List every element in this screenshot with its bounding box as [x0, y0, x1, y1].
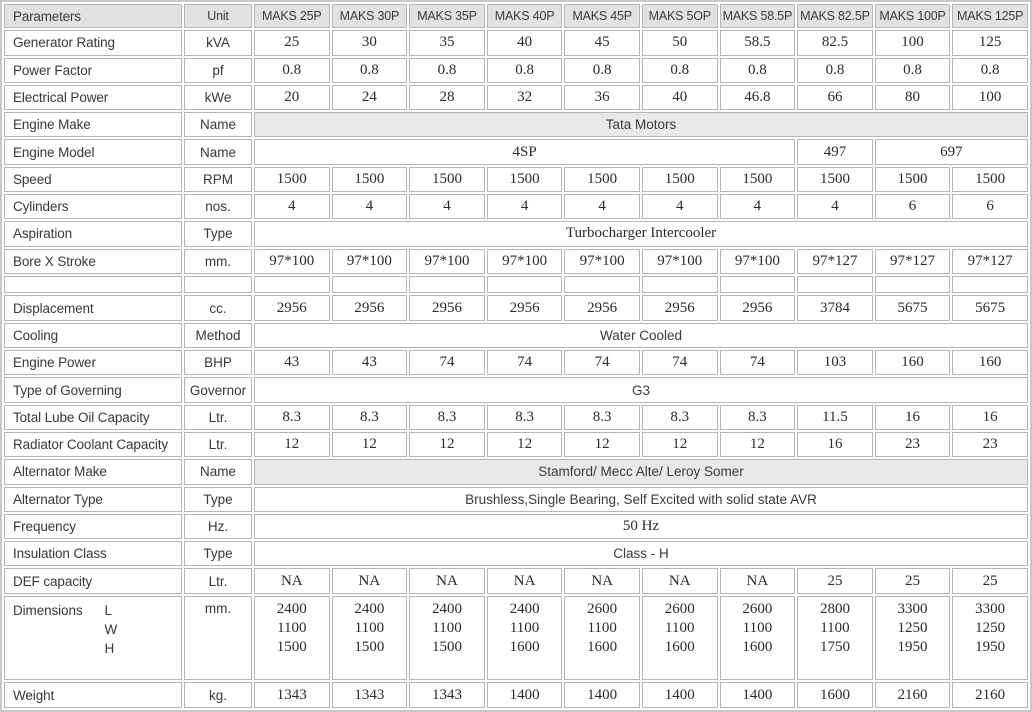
- span-value-cell: Turbocharger Intercooler: [254, 221, 1028, 246]
- value-cell: 1500: [720, 167, 796, 192]
- span-value-cell: Class - H: [254, 541, 1028, 566]
- column-header: MAKS 35P: [409, 4, 485, 28]
- unit-cell: Name: [184, 139, 252, 164]
- table-row: [4, 487, 1028, 512]
- table-row: [4, 596, 1028, 681]
- header-row: [4, 4, 1028, 28]
- unit-cell: Ltr.: [184, 405, 252, 430]
- value-cell: 12: [409, 432, 485, 457]
- unit-cell: pf: [184, 58, 252, 83]
- value-cell: 66: [797, 85, 873, 110]
- param-label-cell: DEF capacity: [4, 568, 182, 593]
- value-cell: 1500: [642, 167, 718, 192]
- param-label-cell: Total Lube Oil Capacity: [4, 405, 182, 430]
- value-cell: 4: [487, 194, 563, 219]
- value-cell: NA: [564, 568, 640, 593]
- empty-cell: [564, 276, 640, 294]
- unit-cell: Type: [184, 221, 252, 246]
- unit-cell: RPM: [184, 167, 252, 192]
- table-row: [4, 276, 1028, 294]
- value-cell: 40: [487, 30, 563, 55]
- empty-cell: [409, 276, 485, 294]
- value-cell: 4: [797, 194, 873, 219]
- dims-value-cell: 2400 1100 1500: [409, 596, 485, 681]
- empty-unit-cell: [184, 276, 252, 294]
- value-cell: 74: [720, 350, 796, 375]
- empty-cell: [332, 276, 408, 294]
- table-row: [4, 514, 1028, 539]
- unit-cell: Method: [184, 323, 252, 348]
- value-cell: 11.5: [797, 405, 873, 430]
- unit-cell: BHP: [184, 350, 252, 375]
- param-label-cell: Speed: [4, 167, 182, 192]
- dims-value-cell: 3300 1250 1950: [875, 596, 951, 681]
- value-cell: NA: [720, 568, 796, 593]
- value-cell: 16: [875, 405, 951, 430]
- span-value-cell: 50 Hz: [254, 514, 1028, 539]
- param-label-cell: Engine Make: [4, 112, 182, 137]
- value-cell: 80: [875, 85, 951, 110]
- value-cell: 25: [797, 568, 873, 593]
- value-cell: 0.8: [254, 58, 330, 83]
- dims-value-cell: 3300 1250 1950: [952, 596, 1028, 681]
- empty-cell: [254, 276, 330, 294]
- value-cell: 8.3: [642, 405, 718, 430]
- value-cell: 97*127: [952, 249, 1028, 274]
- dims-value-cell: 2400 1100 1500: [332, 596, 408, 681]
- value-cell: 2956: [487, 295, 563, 320]
- unit-cell: Type: [184, 487, 252, 512]
- value-cell: 97*100: [254, 249, 330, 274]
- param-label-cell: Cylinders: [4, 194, 182, 219]
- dims-value-cell: 2600 1100 1600: [564, 596, 640, 681]
- table-row: [4, 377, 1028, 402]
- value-cell: 25: [952, 568, 1028, 593]
- dimension-axis-labels: L W H: [104, 602, 118, 656]
- value-cell: 8.3: [487, 405, 563, 430]
- value-cell: 12: [720, 432, 796, 457]
- table-row: [4, 405, 1028, 430]
- value-cell: 160: [875, 350, 951, 375]
- table-row: [4, 30, 1028, 55]
- unit-cell: nos.: [184, 194, 252, 219]
- table-row: [4, 323, 1028, 348]
- value-cell: 40: [642, 85, 718, 110]
- table-row: [4, 459, 1028, 484]
- table-row: [4, 682, 1028, 708]
- value-cell: 0.8: [332, 58, 408, 83]
- value-cell: 74: [487, 350, 563, 375]
- spec-table: [2, 2, 1030, 710]
- value-cell: 0.8: [642, 58, 718, 83]
- value-cell: 35: [409, 30, 485, 55]
- value-cell: 1400: [487, 682, 563, 708]
- param-label-cell: Engine Model: [4, 139, 182, 164]
- table-row: [4, 139, 1028, 164]
- param-label-cell: Cooling: [4, 323, 182, 348]
- param-label-cell: Electrical Power: [4, 85, 182, 110]
- column-header: MAKS 5OP: [642, 4, 718, 28]
- column-header: MAKS 40P: [487, 4, 563, 28]
- span-value-cell: Water Cooled: [254, 323, 1028, 348]
- value-cell: 43: [332, 350, 408, 375]
- value-cell: 1500: [254, 167, 330, 192]
- dims-value-cell: 2400 1100 1600: [487, 596, 563, 681]
- value-cell: 100: [952, 85, 1028, 110]
- value-cell: 74: [642, 350, 718, 375]
- value-cell: 25: [875, 568, 951, 593]
- param-label-cell: [4, 596, 182, 681]
- value-cell: 2956: [409, 295, 485, 320]
- table-row: [4, 194, 1028, 219]
- value-cell: 1500: [952, 167, 1028, 192]
- table-row: [4, 58, 1028, 83]
- value-cell: 3784: [797, 295, 873, 320]
- table-row: [4, 295, 1028, 320]
- value-cell: 0.8: [409, 58, 485, 83]
- dims-value-cell: 2600 1100 1600: [642, 596, 718, 681]
- value-cell: 4: [720, 194, 796, 219]
- value-cell: 6: [875, 194, 951, 219]
- value-cell: 50: [642, 30, 718, 55]
- value-cell: 1600: [797, 682, 873, 708]
- param-label-cell: Power Factor: [4, 58, 182, 83]
- table-row: [4, 568, 1028, 593]
- unit-cell: Governor: [184, 377, 252, 402]
- value-cell: 4: [332, 194, 408, 219]
- value-cell: 23: [875, 432, 951, 457]
- param-label-cell: Engine Power: [4, 350, 182, 375]
- span-value-cell: Brushless,Single Bearing, Self Excited with solid state AVR: [254, 487, 1028, 512]
- column-header: MAKS 82.5P: [797, 4, 873, 28]
- param-label-cell: Generator Rating: [4, 30, 182, 55]
- empty-cell: [797, 276, 873, 294]
- table-row: [4, 112, 1028, 137]
- value-cell: 12: [487, 432, 563, 457]
- value-cell: 24: [332, 85, 408, 110]
- parameters-header: Parameters: [4, 4, 182, 28]
- unit-cell: Type: [184, 541, 252, 566]
- value-cell: 4: [564, 194, 640, 219]
- value-cell: 97*100: [642, 249, 718, 274]
- span-value-cell: Tata Motors: [254, 112, 1028, 137]
- value-cell: 8.3: [720, 405, 796, 430]
- value-cell: 97*127: [797, 249, 873, 274]
- table-row: [4, 249, 1028, 274]
- value-cell: 0.8: [875, 58, 951, 83]
- value-cell: 0.8: [720, 58, 796, 83]
- param-label-cell: Aspiration: [4, 221, 182, 246]
- unit-cell: mm.: [184, 596, 252, 681]
- value-cell: 46.8: [720, 85, 796, 110]
- value-cell: 45: [564, 30, 640, 55]
- value-cell: 1400: [720, 682, 796, 708]
- value-cell: NA: [332, 568, 408, 593]
- value-cell: 2160: [875, 682, 951, 708]
- empty-cell: [720, 276, 796, 294]
- value-cell: 2956: [642, 295, 718, 320]
- value-cell: 1343: [332, 682, 408, 708]
- value-cell: 0.8: [564, 58, 640, 83]
- unit-cell: cc.: [184, 295, 252, 320]
- empty-cell: [642, 276, 718, 294]
- value-cell: 6: [952, 194, 1028, 219]
- value-cell: 5675: [875, 295, 951, 320]
- value-cell: 8.3: [254, 405, 330, 430]
- value-cell: NA: [642, 568, 718, 593]
- value-cell: 4: [642, 194, 718, 219]
- value-cell: 97*100: [409, 249, 485, 274]
- dims-value-cell: 2600 1100 1600: [720, 596, 796, 681]
- value-cell: 1500: [487, 167, 563, 192]
- unit-cell: kg.: [184, 682, 252, 708]
- value-cell: NA: [409, 568, 485, 593]
- value-cell: 5675: [952, 295, 1028, 320]
- unit-cell: Name: [184, 112, 252, 137]
- value-cell: 1343: [254, 682, 330, 708]
- unit-cell: Ltr.: [184, 432, 252, 457]
- value-cell: 36: [564, 85, 640, 110]
- param-label-cell: Insulation Class: [4, 541, 182, 566]
- param-label: Dimensions: [13, 602, 83, 618]
- dims-value-cell: 2400 1100 1500: [254, 596, 330, 681]
- value-cell: 0.8: [487, 58, 563, 83]
- value-cell: 74: [409, 350, 485, 375]
- value-cell: 1343: [409, 682, 485, 708]
- value-cell: 2956: [720, 295, 796, 320]
- param-label-cell: Weight: [4, 682, 182, 708]
- column-header: MAKS 100P: [875, 4, 951, 28]
- span-value-cell: 697: [875, 139, 1028, 164]
- unit-cell: Ltr.: [184, 568, 252, 593]
- value-cell: 4: [254, 194, 330, 219]
- unit-cell: kWe: [184, 85, 252, 110]
- table-row: [4, 167, 1028, 192]
- value-cell: 103: [797, 350, 873, 375]
- value-cell: 97*127: [875, 249, 951, 274]
- value-cell: 20: [254, 85, 330, 110]
- unit-cell: kVA: [184, 30, 252, 55]
- value-cell: 1500: [409, 167, 485, 192]
- empty-cell: [875, 276, 951, 294]
- span-value-cell: G3: [254, 377, 1028, 402]
- empty-cell: [952, 276, 1028, 294]
- unit-cell: Hz.: [184, 514, 252, 539]
- value-cell: 82.5: [797, 30, 873, 55]
- table-row: [4, 350, 1028, 375]
- value-cell: 100: [875, 30, 951, 55]
- value-cell: 1500: [875, 167, 951, 192]
- table-row: [4, 221, 1028, 246]
- value-cell: 97*100: [564, 249, 640, 274]
- empty-cell: [487, 276, 563, 294]
- value-cell: 30: [332, 30, 408, 55]
- value-cell: 12: [642, 432, 718, 457]
- value-cell: 23: [952, 432, 1028, 457]
- table-row: [4, 541, 1028, 566]
- column-header: MAKS 125P: [952, 4, 1028, 28]
- value-cell: 28: [409, 85, 485, 110]
- unit-cell: Name: [184, 459, 252, 484]
- empty-param-cell: [4, 276, 182, 294]
- value-cell: NA: [254, 568, 330, 593]
- value-cell: 12: [254, 432, 330, 457]
- value-cell: 1500: [564, 167, 640, 192]
- value-cell: 97*100: [487, 249, 563, 274]
- param-label-cell: Radiator Coolant Capacity: [4, 432, 182, 457]
- unit-cell: mm.: [184, 249, 252, 274]
- column-header: MAKS 58.5P: [720, 4, 796, 28]
- value-cell: 0.8: [797, 58, 873, 83]
- value-cell: 1400: [564, 682, 640, 708]
- table-row: [4, 432, 1028, 457]
- param-label-cell: Displacement: [4, 295, 182, 320]
- value-cell: 16: [952, 405, 1028, 430]
- span-value-cell: 497: [797, 139, 873, 164]
- param-label-cell: Frequency: [4, 514, 182, 539]
- value-cell: 0.8: [952, 58, 1028, 83]
- span-value-cell: Stamford/ Mecc Alte/ Leroy Somer: [254, 459, 1028, 484]
- value-cell: 8.3: [564, 405, 640, 430]
- value-cell: 4: [409, 194, 485, 219]
- value-cell: 8.3: [332, 405, 408, 430]
- value-cell: 74: [564, 350, 640, 375]
- value-cell: 1500: [797, 167, 873, 192]
- value-cell: 2956: [332, 295, 408, 320]
- value-cell: 32: [487, 85, 563, 110]
- span-value-cell: 4SP: [254, 139, 795, 164]
- param-label-cell: Alternator Type: [4, 487, 182, 512]
- column-header: MAKS 30P: [332, 4, 408, 28]
- value-cell: 16: [797, 432, 873, 457]
- value-cell: 2956: [254, 295, 330, 320]
- value-cell: 25: [254, 30, 330, 55]
- param-label-cell: Bore X Stroke: [4, 249, 182, 274]
- value-cell: 43: [254, 350, 330, 375]
- param-label-cell: Type of Governing: [4, 377, 182, 402]
- column-header: MAKS 45P: [564, 4, 640, 28]
- value-cell: 2956: [564, 295, 640, 320]
- table-row: [4, 85, 1028, 110]
- value-cell: 58.5: [720, 30, 796, 55]
- value-cell: 8.3: [409, 405, 485, 430]
- value-cell: 1500: [332, 167, 408, 192]
- value-cell: 1400: [642, 682, 718, 708]
- value-cell: 12: [332, 432, 408, 457]
- value-cell: 2160: [952, 682, 1028, 708]
- value-cell: 160: [952, 350, 1028, 375]
- param-label-cell: Alternator Make: [4, 459, 182, 484]
- value-cell: 12: [564, 432, 640, 457]
- column-header: MAKS 25P: [254, 4, 330, 28]
- value-cell: 97*100: [720, 249, 796, 274]
- value-cell: NA: [487, 568, 563, 593]
- unit-header: Unit: [184, 4, 252, 28]
- value-cell: 97*100: [332, 249, 408, 274]
- dims-value-cell: 2800 1100 1750: [797, 596, 873, 681]
- value-cell: 125: [952, 30, 1028, 55]
